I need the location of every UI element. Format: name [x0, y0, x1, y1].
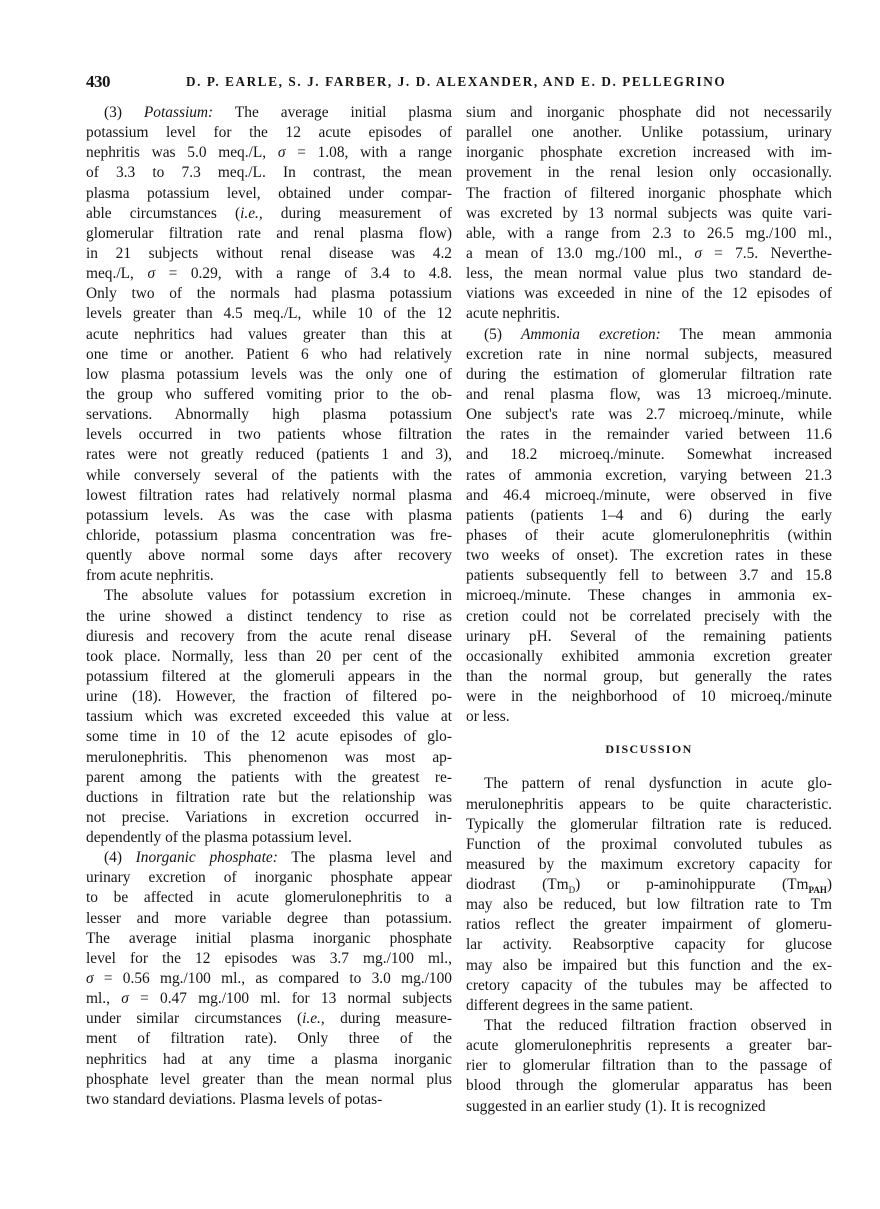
text-line: plasma potassium level, obtained under compar-	[86, 184, 452, 202]
running-head-authors: D. P. EARLE, S. J. FARBER, J. D. ALEXANDER, AND E. D. PELLEGRINO	[186, 74, 727, 89]
text-line: potassium levels. As was the case with plasma	[86, 506, 452, 524]
text-line: The fraction of filtered inorganic phosphate which	[466, 184, 832, 202]
text-line: not precise. Variations in excretion occurred in-	[86, 808, 452, 826]
text-line: a mean of 13.0 mg./100 ml., σ = 7.5. Neverthe-	[466, 244, 832, 262]
page-header	[86, 72, 826, 94]
text-line: rier to glomerular filtration than to the passage of	[466, 1057, 832, 1075]
text-line: and renal plasma flow, was 13 microeq./minute.	[466, 385, 832, 403]
text-line: and 46.4 microeq./minute, were observed in five	[466, 486, 832, 504]
text-line: in 21 subjects without renal disease was 4.2	[86, 244, 452, 262]
text-line: from acute nephritis.	[86, 567, 214, 585]
text-line: lowest filtration rates had relatively normal plasma	[86, 486, 452, 504]
text-line: phases of their acute glomerulonephritis (within	[466, 526, 832, 544]
text-line: able, with a range from 2.3 to 26.5 mg./100 ml.,	[466, 224, 832, 242]
text-line: or less.	[466, 708, 510, 726]
text-line: two standard deviations. Plasma levels of potas-	[86, 1090, 383, 1108]
text-line: may also be impaired but this function and the ex-	[466, 956, 832, 974]
text-line: Function of the proximal convoluted tubules as	[466, 835, 832, 853]
text-line: while conversely several of the patients with the	[86, 466, 452, 484]
text-line: rates of ammonia excretion, varying between 21.3	[466, 466, 832, 484]
text-line: some time in 10 of the 12 acute episodes of glo-	[86, 728, 452, 746]
right-column	[466, 103, 832, 1117]
text-line: and 18.2 microeq./minute. Somewhat increased	[466, 446, 832, 464]
text-line: servations. Abnormally high plasma potassium	[86, 406, 452, 424]
text-line: to be affected in acute glomerulonephritis to a	[86, 889, 452, 907]
text-line: parent among the patients with the greatest re-	[86, 768, 452, 786]
text-line: patients subsequently fell to between 3.7 and 15.8	[466, 567, 832, 585]
text-line: potassium filtered at the glomeruli appears in the	[86, 667, 452, 685]
text-line: the group who suffered vomiting prior to the ob-	[86, 385, 452, 403]
text-line: sium and inorganic phosphate did not necessarily	[466, 104, 832, 121]
text-line: acute glomerulonephritis represents a greater bar-	[466, 1037, 832, 1055]
text-line: provement in the renal lesion only occasionally.	[466, 164, 832, 182]
text-line: lar activity. Reabsorptive capacity for glucose	[466, 936, 832, 954]
text-line: may also be reduced, but low filtration rate to Tm	[466, 896, 832, 914]
text-line: ductions in filtration rate but the relationship was	[86, 788, 452, 806]
text-line: Typically the glomerular filtration rate is reduced.	[466, 815, 832, 833]
text-line: urinary pH. Several of the remaining patients	[466, 627, 832, 645]
text-line: took place. Normally, less than 20 per cent of the	[86, 647, 452, 665]
text-line: cretory capacity of the tubules may be affected to	[466, 976, 832, 994]
text-line: level for the 12 episodes was 3.7 mg./100 ml.,	[86, 949, 452, 967]
text-line: patients (patients 1–4 and 6) during the early	[466, 506, 832, 524]
text-line: of 3.3 to 7.3 meq./L. In contrast, the mean	[86, 164, 452, 182]
text-line: was excreted by 13 normal subjects was quite vari-	[466, 204, 832, 222]
page-number: 430	[86, 72, 110, 91]
text-line: nephritics had at any time a plasma inorganic	[86, 1050, 452, 1068]
text-line: nephritis was 5.0 meq./L, σ = 1.08, with a range	[86, 144, 453, 162]
text-line: parallel one another. Unlike potassium, urinary	[466, 124, 832, 142]
text-line: viations was exceeded in nine of the 12 episodes of	[466, 285, 832, 303]
text-line: diuresis and recovery from the acute renal disease	[86, 627, 452, 645]
text-line: less, the mean normal value plus two standard de-	[466, 265, 832, 283]
text-line: acute nephritis.	[466, 305, 561, 323]
text-line: microeq./minute. These changes in ammonia ex-	[466, 587, 832, 605]
text-line: merulonephritis appears to be quite characteristic.	[466, 795, 832, 813]
section-heading-discussion: DISCUSSION	[605, 742, 693, 757]
text-line: chloride, potassium plasma concentration was fre-	[86, 526, 452, 544]
text-line: one time or another. Patient 6 who had relatively	[86, 345, 452, 363]
text-line: acute nephritics had values greater than this at	[86, 325, 452, 343]
text-line: diodrast $(Tm_D)$ or p-aminohippurate $(Tm_{PAH})$	[466, 876, 832, 896]
text-line: The absolute values for potassium excretion in	[104, 587, 452, 605]
text-line: during the estimation of glomerular filtration rate	[466, 365, 832, 383]
text-line: urine (18). However, the fraction of filtered po-	[86, 688, 452, 706]
text-line: under similar circumstances (i.e., during measure-	[86, 1010, 452, 1028]
text-line: low plasma potassium levels was the only one of	[86, 365, 452, 383]
text-line: inorganic phosphate excretion increased with im-	[466, 144, 832, 162]
text-line: The pattern of renal dysfunction in acute glo-	[484, 775, 832, 793]
text-line: The average initial plasma inorganic phosphate	[86, 929, 452, 947]
text-line: (3) Potassium: The average initial plasma	[104, 104, 452, 121]
text-line: measured by the maximum excretory capacity for	[466, 855, 832, 873]
text-line: ment of filtration rate). Only three of the	[86, 1030, 452, 1048]
text-line: rates were not greatly reduced (patients 1 and 3),	[86, 446, 452, 464]
text-line: tassium which was excreted exceeded this value at	[86, 708, 452, 726]
text-line: Only two of the normals had plasma potassium	[86, 285, 452, 303]
text-line: meq./L, σ = 0.29, with a range of 3.4 to 4.8.	[86, 265, 453, 283]
text-line: potassium level for the 12 acute episodes of	[86, 124, 452, 142]
text-line: (4) Inorganic phosphate: The plasma level and	[104, 849, 452, 867]
text-line: than the normal group, but generally the rates	[466, 667, 832, 685]
text-line: lesser and more variable degree than potassium.	[86, 909, 452, 927]
text-line: suggested in an earlier study (1). It is recognized	[466, 1097, 766, 1115]
text-line: the rates in the remainder varied between 11.6	[466, 426, 832, 444]
text-line: quently above normal some days after recovery	[86, 547, 452, 565]
text-line: able circumstances (i.e., during measurement of	[86, 204, 452, 222]
text-line: blood through the glomerular apparatus has been	[466, 1077, 832, 1095]
text-line: (5) Ammonia excretion: The mean ammonia	[484, 325, 833, 343]
text-line: different degrees in the same patient.	[466, 996, 694, 1014]
text-line: One subject's rate was 2.7 microeq./minute, while	[466, 406, 832, 424]
text-line: dependently of the plasma potassium level.	[86, 829, 352, 847]
text-line: the urine showed a distinct tendency to rise as	[86, 607, 452, 625]
text-line: glomerular filtration rate and renal plasma flow)	[86, 224, 452, 242]
text-line: two weeks of onset). The excretion rates in these	[466, 547, 832, 565]
text-line: merulonephritis. This phenomenon was most ap-	[86, 748, 452, 766]
left-column	[86, 103, 452, 1110]
text-line: excretion rate in nine normal subjects, measured	[466, 345, 832, 363]
text-line: urinary excretion of inorganic phosphate appear	[86, 869, 452, 887]
text-line: phosphate level greater than the mean normal plus	[86, 1070, 452, 1088]
text-line: That the reduced filtration fraction observed in	[484, 1017, 832, 1035]
text-line: were in the neighborhood of 10 microeq./minute	[466, 688, 832, 706]
text-line: ml., σ = 0.47 mg./100 ml. for 13 normal subjects	[86, 990, 452, 1008]
text-line: occasionally exhibited ammonia excretion greater	[466, 647, 832, 665]
text-line: levels greater than 4.5 meq./L, while 10 of the 12	[86, 305, 452, 323]
text-line: ratios reflect the greater impairment of glomeru-	[466, 916, 832, 934]
text-line: cretion could not be correlated precisely with the	[466, 607, 832, 625]
text-line: σ = 0.56 mg./100 ml., as compared to 3.0 mg./100	[86, 970, 452, 988]
text-line: levels occurred in two patients whose filtration	[86, 426, 452, 444]
